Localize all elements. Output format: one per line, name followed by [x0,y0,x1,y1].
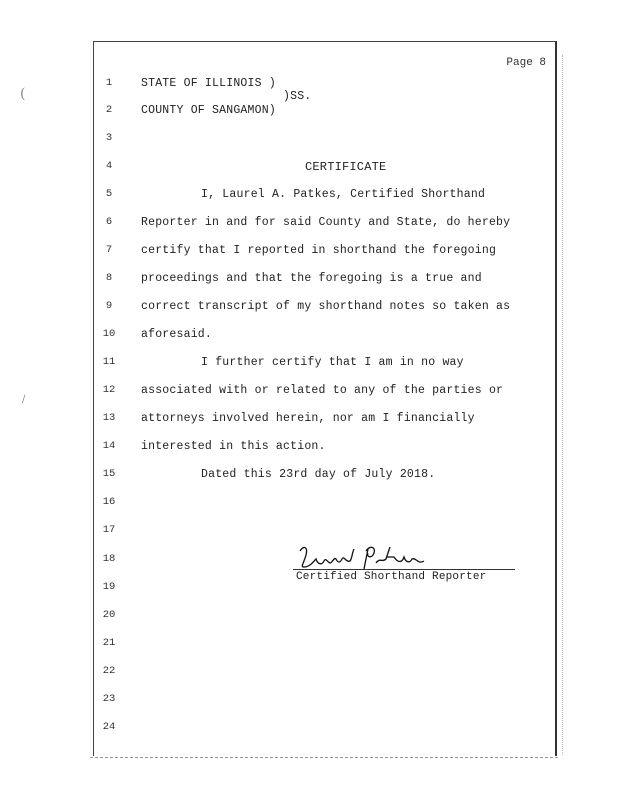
margin-mark: ( [20,86,26,102]
transcript-line: proceedings and that the foregoing is a true and [141,272,482,285]
margin-mark: / [22,394,26,405]
line-number: 19 [102,581,116,593]
line-number: 23 [102,693,116,705]
line-number: 7 [105,244,113,256]
transcript-line: certify that I reported in shorthand the foregoing [141,244,497,257]
certificate-title: CERTIFICATE [305,160,387,174]
line-number: 6 [105,216,113,228]
line-number: 4 [105,160,113,172]
line-number: 1 [105,77,113,89]
line-number: 15 [102,468,116,480]
line-number: 13 [102,412,116,424]
page-number: Page 8 [506,57,546,69]
transcript-line: I, Laurel A. Patkes, Certified Shorthand [201,188,486,201]
line-number: 24 [102,721,116,733]
scan-edge-right [562,55,563,755]
line-number: 2 [105,104,113,116]
ss-mark: )SS. [283,90,312,103]
transcript-page-frame [93,41,557,756]
line-number: 14 [102,440,116,452]
line-number: 3 [105,132,113,144]
line-number: 11 [102,356,116,368]
line-number: 8 [105,272,113,284]
signature-caption: Certified Shorthand Reporter [296,571,487,583]
line-number: 5 [105,188,113,200]
transcript-line: aforesaid. [141,328,213,341]
transcript-line: I further certify that I am in no way [201,356,464,369]
dated-line: Dated this 23rd day of July 2018. [201,468,436,481]
line-number: 18 [102,553,116,565]
line-number: 9 [105,300,113,312]
line-number: 12 [102,384,116,396]
line-number: 17 [102,524,116,536]
line-number: 21 [102,637,116,649]
line-number: 20 [102,609,116,621]
transcript-line: attorneys involved herein, nor am I financially [141,412,475,425]
transcript-line: interested in this action. [141,440,326,453]
transcript-line: associated with or related to any of the parties or [141,384,504,397]
scan-edge-bottom [90,757,558,758]
signature-line [293,569,515,570]
line-number: 10 [102,328,116,340]
transcript-line: correct transcript of my shorthand notes so taken as [141,300,511,313]
line-number: 16 [102,496,116,508]
county-line: COUNTY OF SANGAMON) [141,104,276,117]
line-number: 22 [102,665,116,677]
state-line: STATE OF ILLINOIS ) [141,77,276,90]
transcript-line: Reporter in and for said County and State, do hereby [141,216,511,229]
